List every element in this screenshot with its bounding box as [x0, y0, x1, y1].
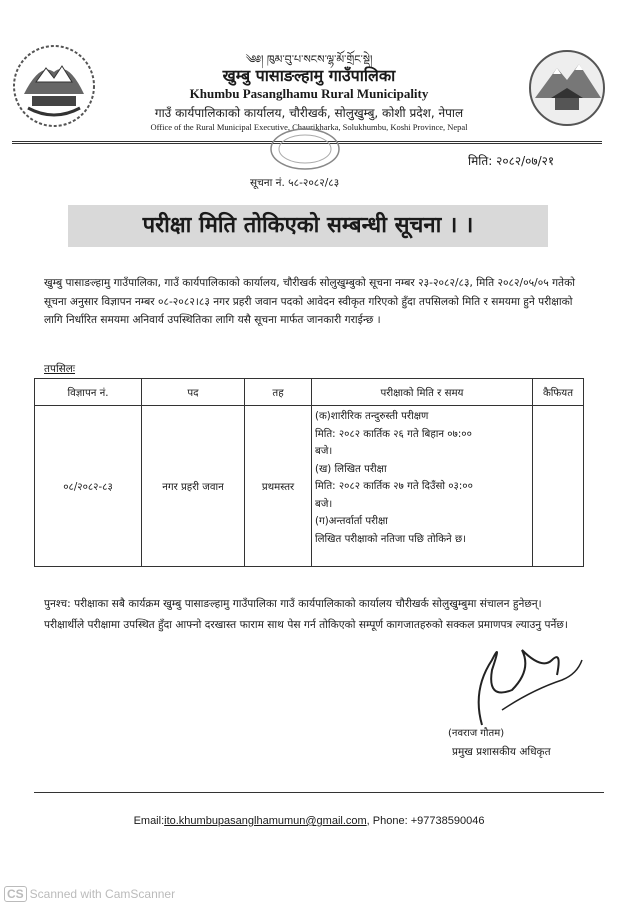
- col-header-schedule: परीक्षाको मिति र समय: [312, 379, 533, 406]
- schedule-line: बजे।: [315, 446, 333, 457]
- municipality-name-nepali: खुम्बु पासाङल्हामु गाउँपालिका: [222, 66, 396, 85]
- notice-number: [250, 176, 339, 190]
- footer-paragraph: पुनश्च: परीक्षाका सबै कार्यक्रम खुम्बु पासाङल्हामु गाउँपालिका गाउँ कार्यपालिकाको कार्यालय चौरीखर्क सोलुखुम्बुमा संचालन हुनेछन्। परीक्षार्थीले परीक्षामा उपस्थित हुँदा आफ्नो दरखास्त फाराम साथ पेस गर्न तोकिएको सम्पूर्ण कागजातहरुको सक्कल प्रमाणपत्र ल्याउनु पर्नेछ।: [44, 598, 568, 631]
- col-header-ad-no: विज्ञापन नं.: [35, 379, 142, 406]
- schedule-line: (ग)अन्तर्वार्ता परीक्षा: [315, 516, 388, 527]
- phone-number: +97738590046: [410, 815, 485, 827]
- col-header-remarks: कैफियत: [533, 379, 584, 406]
- date-label: मिति:: [468, 154, 493, 168]
- notice-date: [468, 152, 554, 169]
- schedule-line: मिति: २०८२ कार्तिक २७ गते दिउँसो ०३:००: [315, 481, 473, 492]
- cell-schedule: [312, 406, 533, 567]
- cell-level: प्रथमस्तर: [245, 406, 312, 567]
- tibetan-heading: ༄༅། ཁུམ་བུ་པ་སངས་ལྷ་མོ་གྲོང་སྡེ།: [245, 53, 373, 66]
- schedule-line: (क)शारीरिक तन्दुरुस्ती परीक्षण: [315, 411, 429, 422]
- exam-schedule-table: [34, 378, 584, 567]
- signatory-designation: प्रमुख प्रशासकीय अधिकृत: [452, 746, 551, 758]
- signatory-name: (नवराज गौतम): [448, 728, 505, 739]
- municipality-name-english: Khumbu Pasanglhamu Rural Municipality: [189, 86, 429, 101]
- schedule-line: बजे।: [315, 498, 333, 510]
- camscanner-icon: CS: [4, 886, 27, 902]
- col-header-level: तह: [245, 379, 312, 406]
- contact-line: [0, 815, 618, 827]
- camscanner-text: Scanned with CamScanner: [29, 887, 176, 901]
- notice-number-value: ५८-२०८२/८३: [288, 177, 340, 189]
- phone-label: , Phone:: [366, 815, 408, 827]
- intro-paragraph: खुम्बु पासाङल्हामु गाउँपालिका, गाउँ कार्यपालिकाको कार्यालय, चौरीखर्क सोलुखुम्बुको सूचना नम्बर २३-२०८२/८३, मिति २०८२/०५/०५ गतेको सूचना अनुसार विज्ञापन नम्बर ०८-२०८२।८३ नगर प्रहरी जवान पदको आवेदन स्वीकृत गरिएको हुँदा तपसिलको मिति र समयमा हुने परीक्षाको लागि निर्धारित समयमा अनिवार्य उपस्थितिका लागि यसै सूचना मार्फत जानकारी गराईन्छ ।: [44, 277, 575, 326]
- tapasil-label: तपसिलः: [44, 363, 76, 375]
- camscanner-watermark: [4, 886, 175, 902]
- footer-divider: [34, 792, 604, 793]
- office-address-nepali: गाउँ कार्यपालिकाको कार्यालय, चौरीखर्क, सोलुखुम्बु, कोशी प्रदेश, नेपाल: [154, 106, 464, 120]
- cell-remarks: [533, 406, 584, 567]
- office-stamp: [268, 126, 342, 172]
- table-row: [35, 406, 584, 567]
- col-header-post: पद: [142, 379, 245, 406]
- schedule-line: मिति: २०८२ कार्तिक २६ गते बिहान ०७:००: [315, 428, 472, 440]
- notice-number-label: सूचना नं.: [250, 177, 285, 189]
- office-address-english: Office of the Rural Municipal Executive, Chaurikharka, Solukhumbu, Koshi Province, Nepal: [150, 122, 468, 132]
- signature-mark: [462, 630, 592, 730]
- notice-title: परीक्षा मिति तोकिएको सम्बन्धी सूचना । ।: [142, 213, 474, 238]
- table-header-row: [35, 379, 584, 406]
- date-value: २०८२/०७/२१: [496, 154, 555, 168]
- schedule-line: लिखित परीक्षाको नतिजा पछि तोकिने छ।: [315, 533, 466, 545]
- email-label: Email:: [133, 815, 165, 827]
- cell-post: नगर प्रहरी जवान: [142, 406, 245, 567]
- email-link[interactable]: ito.khumbupasanglhamumun@gmail.com: [164, 815, 367, 827]
- cell-ad-no: ०८/२०८२-८३: [35, 406, 142, 567]
- schedule-line: (ख) लिखित परीक्षा: [315, 463, 387, 475]
